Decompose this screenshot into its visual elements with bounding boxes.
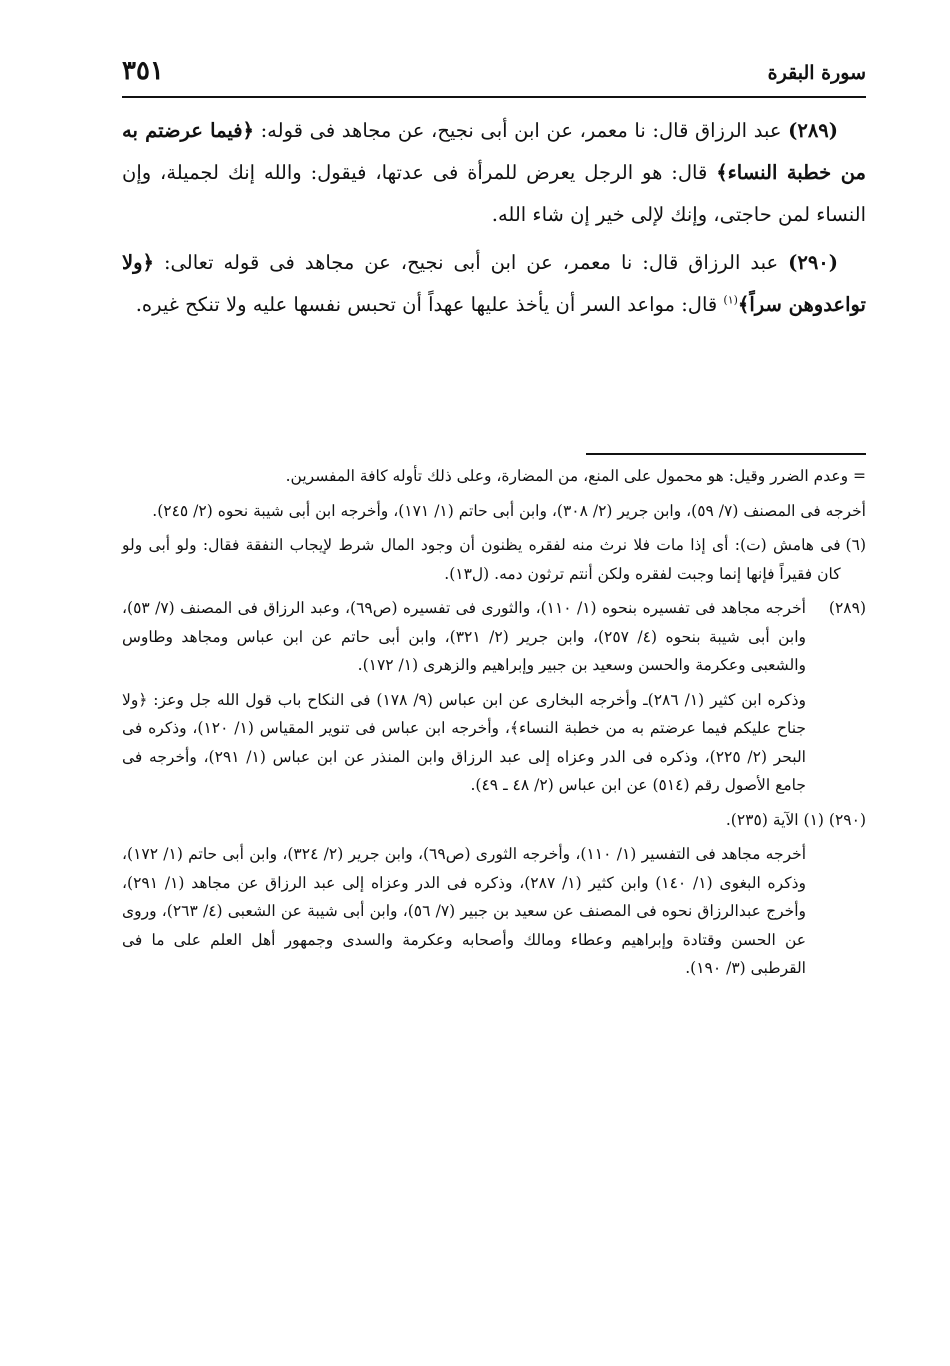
footnote-text: أخرجه مجاهد فى التفسير (١/ ١١٠)، وأخرجه الثورى (ص٦٩)، وابن جرير (٢/ ٣٢٤)، وابن أبى حاتم (١/ ١٧٢)، وذكره البغوى (١/ ١٤٠) وابن كثير (١/ ٢٨٧)، وذكره فى الدر وعزاه إلى عبد الرزاق عن مجاهد (١/ ٢٩١)، وأخرج عبدالرزاق نحوه فى المصنف عن سعيد بن جبير (٧/ ٥٦)، وابن أبى شيبة عن الشعبى (٤/ ٢٦٣)، وروى عن الحسن وقتادة وإبراهيم وعطاء ومالك وأصحابه وعكرمة والسدى وجمهور أهل العلم على ما فى القرطبى (٣/ ١٩٠). xyxy=(122,845,807,977)
footnote-continuation: أخرجه فى المصنف (٧/ ٥٩)، وابن جرير (٢/ ٣٠٨)، وابن أبى حاتم (١/ ١٧١)، وأخرجه ابن أبى شيبة نحوه (٢/ ٢٤٥). xyxy=(152,501,866,520)
header-rule xyxy=(122,96,866,98)
main-text xyxy=(122,110,866,332)
quran-quote: ﴿ولا تواعدوهن سراً﴾ xyxy=(122,251,866,316)
hadith-289 xyxy=(122,110,866,236)
footnote-6 xyxy=(122,531,866,594)
footnote-290 xyxy=(122,806,866,841)
footnote-separator xyxy=(586,453,866,455)
hadith-text: عبد الرزاق قال: نا معمر، عن ابن أبى نجيح، عن مجاهد فى قوله تعالى: xyxy=(153,251,789,274)
footnotes xyxy=(122,462,866,989)
footnote-289 xyxy=(122,594,866,806)
footnote-text: (١) الآية (٢٣٥). xyxy=(725,810,824,829)
surah-title: سورة البقرة xyxy=(767,62,866,84)
footnote-text: فى هامش (ت): أى إذا مات فلا نرث منه لفقره يظنون أن وجود المال شرط لإيجاب النفقة فقال: ولو أبى ولو كان فقيراً فإنها إنما وجبت لفقره ولكن أنتم ترثون دمه. (ل١٣). xyxy=(122,536,841,583)
hadith-number: (٢٩٠) xyxy=(788,251,838,274)
footnote-text: وذكره ابن كثير (١/ ٢٨٦)ـ وأخرجه البخارى عن ابن عباس (٩/ ١٧٨) فى النكاح باب قول الله جل وعز: ﴿ولا جناح عليكم فيما عرضتم به من خطبة النساء﴾، وأخرجه ابن عباس فى تنوير المقياس (١/ ١٢٠)، وذكره فى البحر (٢/ ٢٢٥)، وذكره فى الدر وعزاه إلى عبد الرزاق وابن المنذر عن ابن عباس (١/ ٢٩١)، وأخرجه فى جامع الأصول رقم (٥١٤) عن ابن عباس (٢/ ٤٨ ـ ٤٩). xyxy=(122,690,806,794)
page-number: ٣٥١ xyxy=(122,56,164,86)
hadith-290 xyxy=(122,242,866,326)
hadith-text: قال: هو الرجل يعرض للمرأة فى عدتها، فيقول: والله إنك لجميلة، وإن النساء لمن حاجتى، وإنك لإلى خير إن شاء الله. xyxy=(122,161,866,226)
footnote-tag: (٦) xyxy=(845,536,866,554)
footnote-ref: (١) xyxy=(723,293,738,307)
footnote-tag: (٢٨٩) xyxy=(828,599,866,617)
page-header xyxy=(122,56,866,94)
quran-quote: ﴿فيما عرضتم به من خطبة النساء﴾ xyxy=(122,119,866,184)
footnote-tag: (٢٩٠) xyxy=(828,810,866,829)
footnote-text: أخرجه مجاهد فى تفسيره بنحوه (١/ ١١٠)، والثورى فى تفسيره (ص٦٩)، وعبد الرزاق فى المصنف (٧/ ٥٣)، وابن أبى شيبة بنحوه (٤/ ٢٥٧)، وابن جرير (٢/ ٣٢١)، وابن أبى حاتم عن ابن عباس ومجاهد وطاوس والشعبى وعكرمة والحسن وسعيد بن جبير وإبراهيم والزهرى (١/ ١٧٢). xyxy=(122,599,807,674)
hadith-text: عبد الرزاق قال: نا معمر، عن ابن أبى نجيح، عن مجاهد فى قوله: xyxy=(253,119,789,142)
hadith-number: (٢٨٩) xyxy=(788,119,838,142)
hadith-text: قال: مواعد السر أن يأخذ عليها عهداً أن تحبس نفسها عليه ولا تنكح غيره. xyxy=(135,293,724,316)
footnote-continuation: = وعدم الضرر وقيل: هو محمول على المنع، من المضارة، وعلى ذلك تأوله كافة المفسرين. xyxy=(285,467,866,485)
footnote-290-body xyxy=(122,840,866,989)
